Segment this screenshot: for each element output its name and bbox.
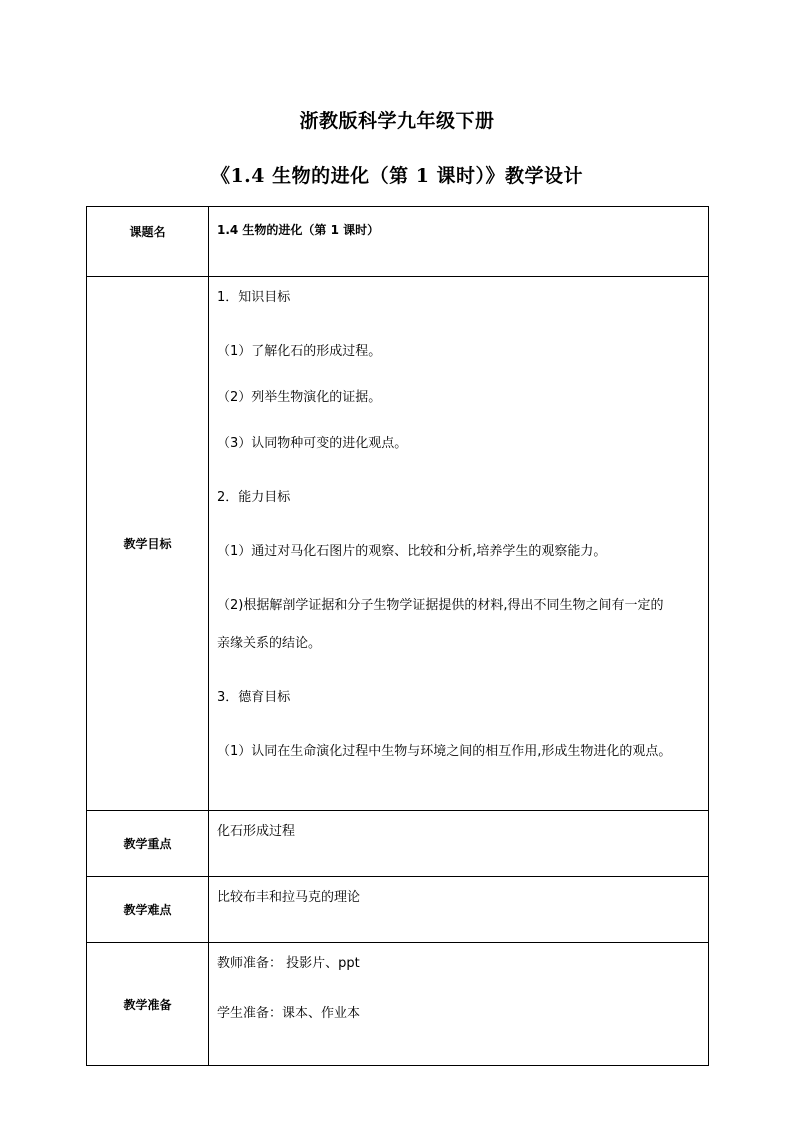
knowledge-heading: 1．知识目标 [217,290,291,305]
knowledge-item: （2）列举生物演化的证据。 [217,390,382,405]
difficulty-value: 比较布丰和拉马克的理论 [209,877,709,943]
table-row-goals [87,277,709,811]
lesson-plan-table [86,206,709,1066]
key-point-value: 化石形成过程 [209,811,709,877]
preparation-content [209,943,709,1066]
document-subtitle: 《1.4 生物的进化（第 1 课时）》教学设计 [210,165,584,187]
table-row-topic [87,207,709,277]
ability-heading: 2．能力目标 [217,490,291,505]
ability-item-continued: 亲缘关系的结论。 [217,636,322,651]
knowledge-item: （1）了解化石的形成过程。 [217,344,382,359]
topic-label: 课题名 [87,207,209,277]
table-row-key-point [87,811,709,877]
moral-heading: 3．德育目标 [217,690,291,705]
table-row-difficulty [87,877,709,943]
student-preparation: 学生准备：课本、作业本 [217,1006,361,1021]
key-point-label: 教学重点 [87,811,209,877]
knowledge-item: （3）认同物种可变的进化观点。 [217,436,408,451]
teacher-preparation: 教师准备： 投影片、ppt [217,956,360,971]
goals-content [209,277,709,811]
preparation-label: 教学准备 [87,943,209,1066]
moral-item: （1）认同在生命演化过程中生物与环境之间的相互作用,形成生物进化的观点。 [217,744,672,759]
topic-value: 1.4 生物的进化（第 1 课时） [209,207,709,277]
ability-item: （2)根据解剖学证据和分子生物学证据提供的材料,得出不同生物之间有一定的 [217,598,664,613]
ability-item: （1）通过对马化石图片的观察、比较和分析,培养学生的观察能力。 [217,544,607,559]
goals-label: 教学目标 [87,277,209,811]
difficulty-label: 教学难点 [87,877,209,943]
document-title: 浙教版科学九年级下册 [299,110,495,132]
table-row-preparation [87,943,709,1066]
